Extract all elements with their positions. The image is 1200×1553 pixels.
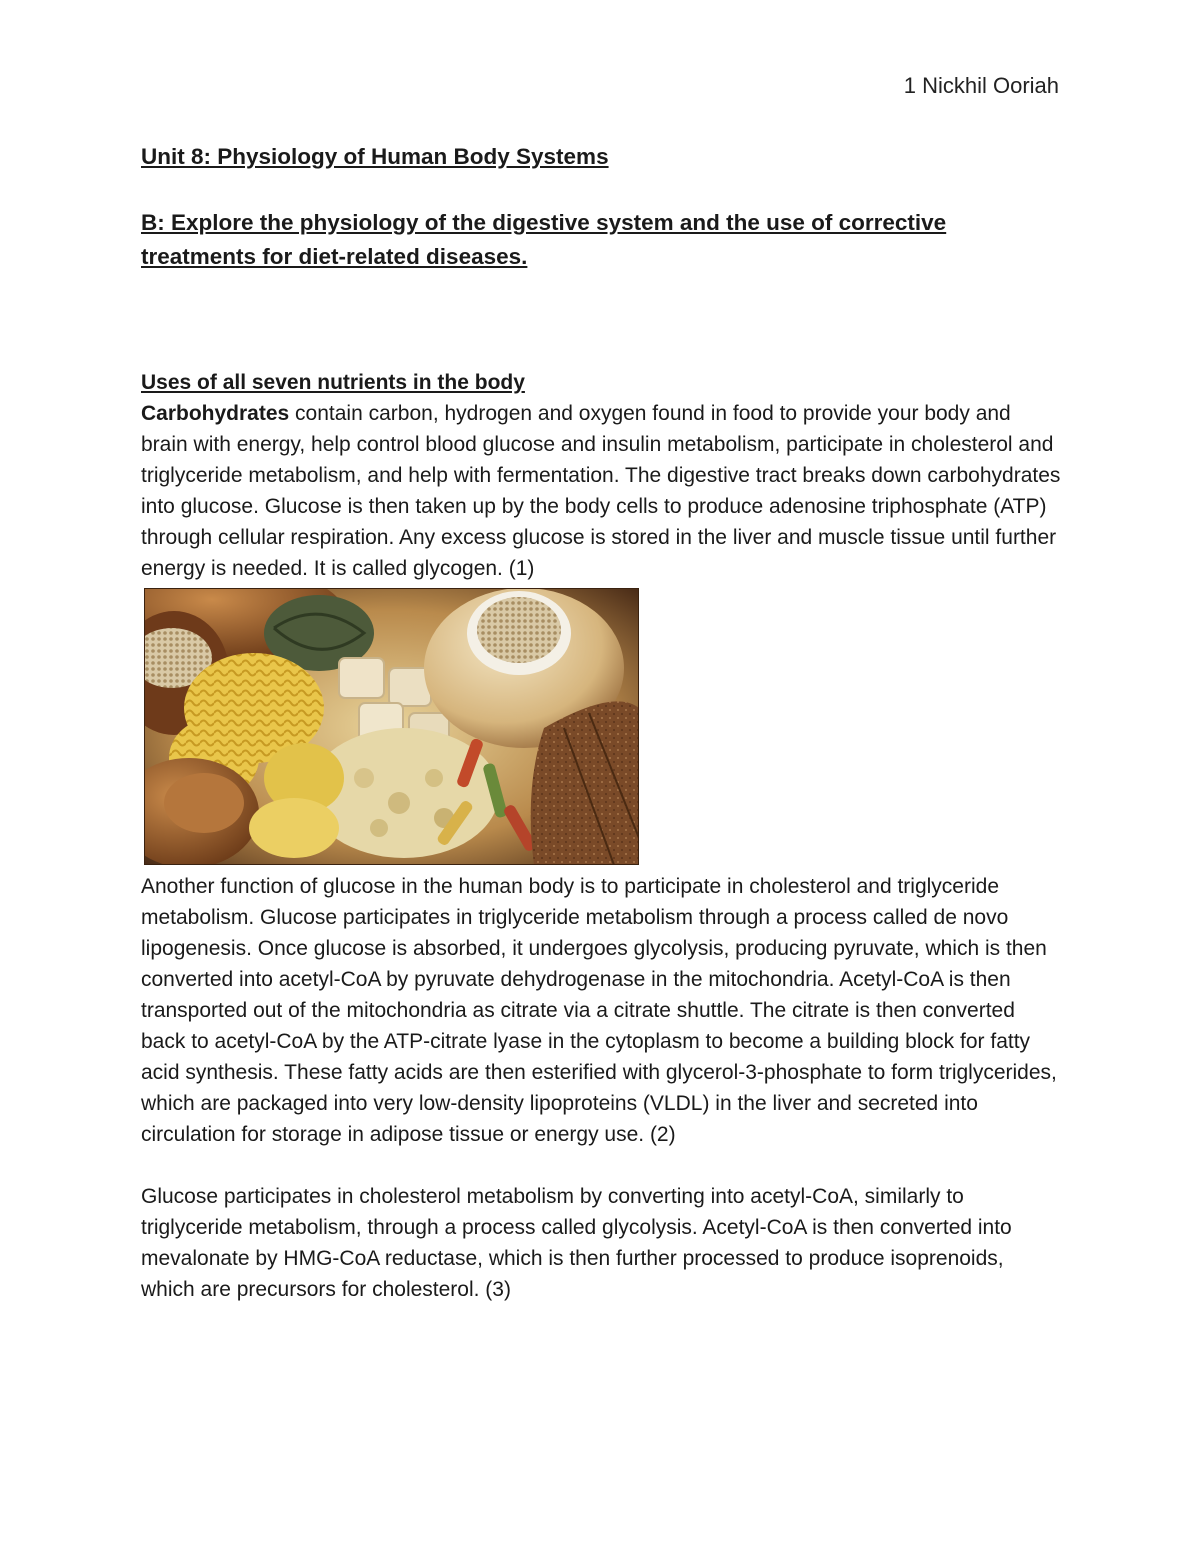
- carbohydrates-paragraph: [141, 398, 1061, 584]
- carbohydrates-term: Carbohydrates: [141, 402, 290, 425]
- paragraph-spacer: [141, 1150, 1061, 1181]
- document-subtitle: B: Explore the physiology of the digestive system and the use of corrective treatments for diet-related diseases.: [141, 210, 947, 269]
- document-body: [141, 140, 1061, 1305]
- glucose-cholesterol-paragraph: Glucose participates in cholesterol metabolism by converting into acetyl-CoA, similarly to triglyceride metabolism, through a process called glycolysis. Acetyl-CoA is then converted into mevalonate by HMG-CoA reductase, which is then further processed to produce isoprenoids, which are precursors for cholesterol. (3): [141, 1185, 1012, 1301]
- document-title: Unit 8: Physiology of Human Body Systems: [141, 144, 609, 169]
- glucose-triglyceride-paragraph: Another function of glucose in the human body is to participate in cholesterol and triglyceride metabolism. Glucose participates in triglyceride metabolism through a process called de novo lipogenesis. Once glucose is absorbed, it undergoes glycolysis, producing pyruvate, which is then converted into acetyl-CoA by pyruvate dehydrogenase in the mitochondria. Acetyl-CoA is then transported out of the mitochondria as citrate via a citrate shuttle. The citrate is then converted back to acetyl-CoA by the ATP-citrate lyase in the cytoplasm to become a building block for fatty acid synthesis. These fatty acids are then esterified with glycerol-3-phosphate to form triglycerides, which are packaged into very low-density lipoproteins (VLDL) in the liver and secreted into circulation for storage in adipose tissue or energy use. (2): [141, 875, 1057, 1146]
- section-heading: Uses of all seven nutrients in the body: [141, 371, 525, 394]
- page-header-author: 1 Nickhil Ooriah: [903, 73, 1059, 98]
- carbohydrate-foods-image: [144, 588, 639, 865]
- carbohydrates-text: contain carbon, hydrogen and oxygen found in food to provide your body and brain with energy, help control blood glucose and insulin metabolism, participate in cholesterol and triglyceride metabolism, and help with fermentation. The digestive tract breaks down carbohydrates into glucose. Glucose is then taken up by the body cells to produce adenosine triphosphate (ATP) through cellular respiration. Any excess glucose is stored in the liver and muscle tissue until further energy is needed. It is called glycogen. (1): [141, 402, 1061, 580]
